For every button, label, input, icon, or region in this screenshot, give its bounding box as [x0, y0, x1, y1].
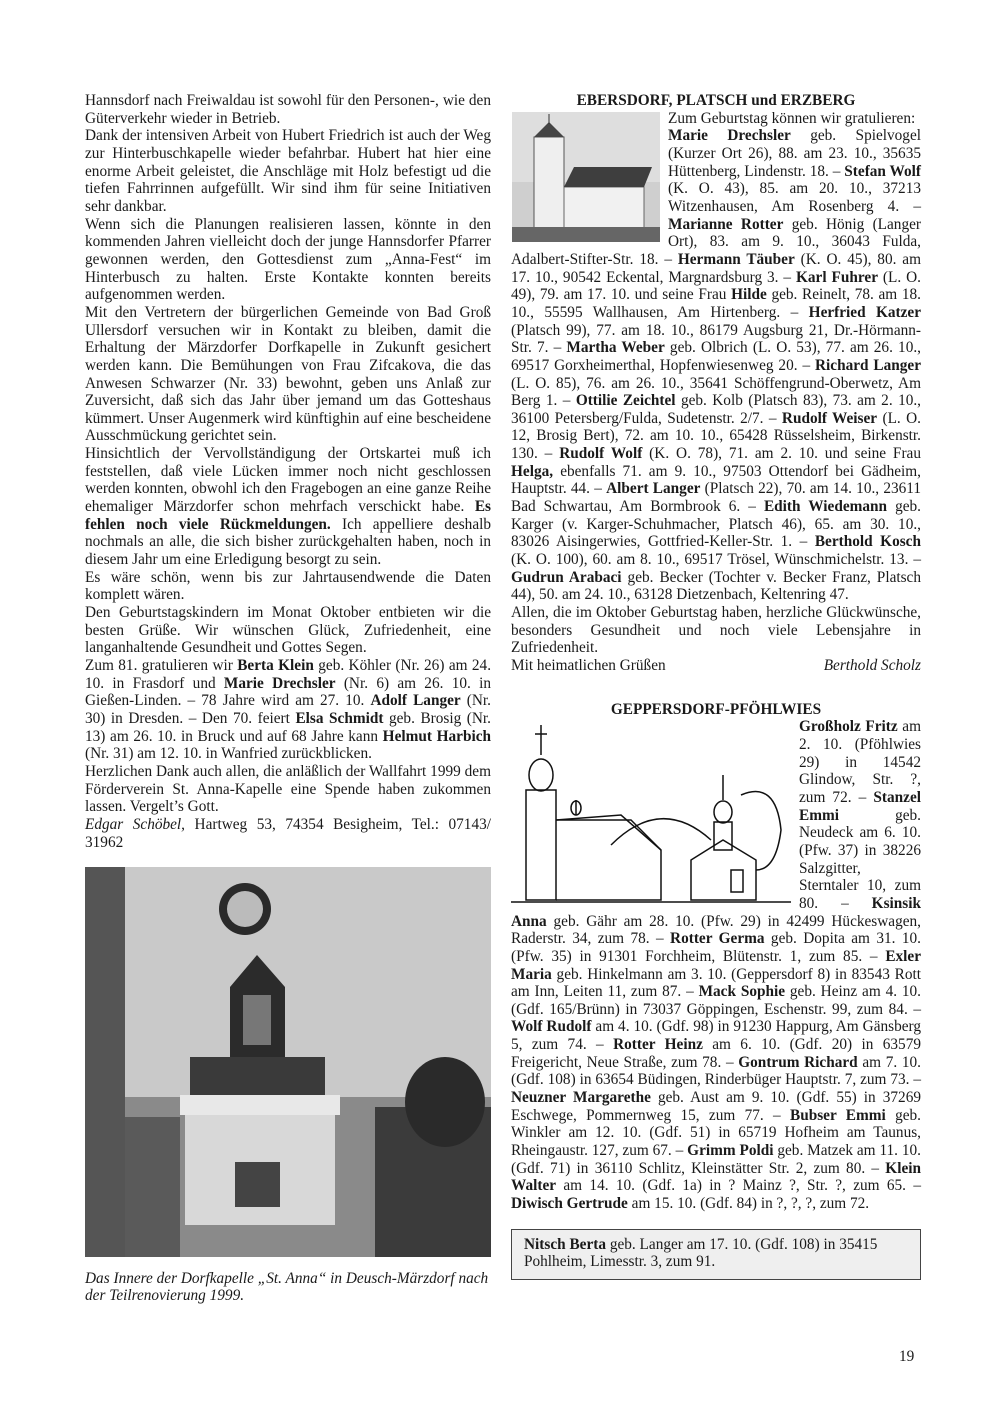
bold-text: Ksinsik Anna	[511, 894, 921, 930]
bold-text: Exler Maria	[511, 947, 921, 983]
bold-text: Albert Langer	[606, 480, 701, 498]
text-run: geb. Gähr am 28. 10. (Pfw. 29) in 42499 Hückeswagen, Raderstr. 34, zum 78. –	[511, 912, 921, 948]
paragraph	[85, 816, 491, 851]
text-run: (Nr. 6) am 26. 10. in Gießen-Linden. – 78 Jahre wird am 27. 10.	[85, 674, 492, 710]
bold-text: Klein Walter	[511, 1159, 921, 1195]
paragraph	[85, 216, 491, 304]
text-run: Dank der intensiven Arbeit von Hubert Friedrich ist auch der Weg zur Hinterbuschkapelle wieder befahrbar. Hubert hat hier eine enorme Arbeit geleistet, die Anschläge mit Holz befestigt ud die tiefen Fahrrinnen aufgefüllt. Wir sind ihm für seine Initiativen sehr dankbar.	[85, 127, 491, 215]
text-run: ebenfalls 71. am 9. 10., 97503 Ottendorf bei Gädheim, Hauptstr. 44. –	[511, 462, 921, 498]
bold-text: Martha Weber	[566, 339, 665, 357]
bold-text: Richard Langer	[814, 356, 922, 374]
left-column	[85, 92, 491, 1305]
greeting: Mit heimatlichen Grüßen	[511, 657, 666, 674]
text-run: Den Geburtstagskindern im Monat Oktober entbieten wir die besten Grüße. Wir wünschen Glück, Zufriedenheit, eine langanhaltende Gesundheit und Gottes Segen.	[85, 604, 491, 657]
bold-text: Marie Drechsler	[668, 127, 791, 145]
bold-text: Gontrum Richard	[738, 1053, 858, 1071]
bold-text: Rudolf Wolf	[559, 445, 643, 463]
text-run: (L. O. 12, Brosig Bert), 72. am 10. 10., 65428 Rüsselsheim, Birkenstr. 130. –	[511, 409, 921, 463]
text-run: Ich appelliere deshalb nochmals an alle, die sich bisher zurückgehalten haben, noch in diesem Jahr um eine Erledigung besorgt zu sein.	[85, 515, 492, 569]
text-run: geb. Becker (Tochter v. Becker Franz, Platsch 44), 50. am 24. 10., 63128 Dietzenbach, Keltenring 47.	[511, 568, 921, 604]
bold-text: Neuzner Margarethe	[511, 1089, 651, 1107]
bold-text: Berta Klein	[237, 657, 314, 674]
highlight-box	[511, 1229, 921, 1280]
bold-text: Edith Wiedemann	[763, 498, 888, 516]
bold-text: Adolf Langer	[370, 692, 461, 710]
bold-text: Gudrun Arabaci	[511, 568, 622, 586]
text-run: geb. Langer am 17. 10. (Gdf. 108) in 35415 Pohlheim, Limesstr. 3, zum 91.	[524, 1235, 878, 1271]
section-heading: GEPPERSDORF-PFÖHLWIES	[610, 700, 822, 718]
bold-text: Marie Drechsler	[223, 674, 336, 692]
paragraph	[85, 604, 491, 657]
text-run: geb. Neudeck am 6. 10. (Pfw. 37) in 38226 Salzgitter, Sterntaler 10, zum 80. –	[799, 806, 921, 912]
text-run: (Platsch 22), 70. am 14. 10., 23611 Bad Schwartau, Am Bormbrook 6. –	[511, 480, 922, 516]
bold-text: Rudolf Weiser	[781, 409, 878, 427]
section-geppersdorf	[511, 701, 921, 1280]
text-run: Allen, die im Oktober Geburtstag haben, herzliche Glückwünsche, besonders Gesundheit und noch viele Lebensjahre in Zufriedenheit.	[511, 604, 921, 657]
text-run: (Nr. 31) am 12. 10. in Wanfried zurückblicken.	[85, 745, 372, 763]
bold-text: Es fehlen noch viele Rückmeldungen.	[85, 498, 491, 533]
photo-caption: Das Innere der Dorfkapelle „St. Anna“ in Deusch-Märzdorf nach der Teilrenovierung 1999.	[85, 1269, 489, 1305]
bold-text: Nitsch Berta	[524, 1235, 606, 1253]
bold-text: Diwisch Gertrude	[511, 1195, 628, 1213]
bold-text: Marianne Rotter	[668, 215, 784, 233]
bold-text: Karl Fuhrer	[796, 268, 878, 286]
text-run: geb. Dopita am 31. 10. (Pfw. 35) in 91301 Forchheim, Blütenstr. 1, zum 85. –	[511, 930, 921, 965]
page-number: 19	[899, 1348, 915, 1365]
bold-text: Herfried Katzer	[808, 303, 921, 321]
text-run: (L. O. 49), 79. am 17. 10. und seine Frau	[511, 268, 921, 304]
text-run: geb. Heinz am 4. 10. (Gdf. 165/Brünn) in 73037 Göppingen, Eschenstr. 99, zum 84. –	[511, 983, 922, 1018]
chapel-interior-photo	[85, 867, 491, 1257]
bold-text: Ottilie Zeichtel	[575, 392, 676, 410]
text-run: (Platsch 99), 77. am 18. 10., 86179 Augsburg 21, Dr.-Hörmann-Str. 7. –	[511, 321, 921, 357]
bold-text: Helmut Harbich	[382, 727, 492, 745]
text-run: Hannsdorf nach Freiwaldau ist sowohl für den Personen-, wie den Güterverkehr wieder in Betrieb.	[85, 92, 491, 127]
section-ebersdorf	[511, 92, 921, 675]
paragraph	[85, 127, 491, 215]
paragraph	[511, 604, 921, 657]
paragraph	[85, 92, 491, 127]
text-run: Es wäre schön, wenn bis zur Jahrtausendwende die Daten komplett wären.	[85, 568, 491, 604]
bold-text: Stanzel Emmi	[799, 788, 921, 824]
text-run: (Nr. 30) in Dresden. – Den 70. feiert	[85, 692, 492, 727]
text-run: am 2. 10. (Pföhlwies 29) in 14542 Glindow, Str. ?, zum 72. –	[799, 718, 921, 806]
signoff	[511, 657, 921, 675]
text-run: (K. O. 78), 71. am 2. 10. und seine Frau	[642, 445, 921, 463]
right-column	[511, 92, 921, 1280]
text-run: geb. Hönig (Langer Ort), 83. am 9. 10., 36043 Fulda, Adalbert-Stifter-Str. 18. –	[511, 215, 921, 268]
text-run: geb. Aust am 9. 10. (Gdf. 55) in 37269 Eschwege, Pommernweg 15, zum 77. –	[511, 1089, 922, 1124]
paragraph	[85, 657, 491, 763]
text-run: Wenn sich die Planungen realisieren lassen, könnte in den kommenden Jahren vielleicht doch der junge Hannsdorfer Pfarrer gewonnen werden, den Gottesdienst zum „Anna-Fest“ im Hinterbusch zu halten. Erste Kontakte konnten bereits aufgenommen werden.	[85, 215, 491, 304]
text-run: (K. O. 45), 80. am 17. 10., 90542 Eckental, Margnardsburg 3. –	[511, 250, 921, 286]
text-run: Zum 81. gratulieren wir	[85, 657, 238, 674]
text-run: Zum Geburtstag können wir gratulieren:	[668, 109, 916, 127]
text-run: am 6. 10. (Gdf. 20) in 63579 Freigericht, Neue Straße, zum 78. –	[511, 1036, 921, 1071]
text-run: (L. O. 85), 76. am 26. 10., 35641 Schöffengrund-Oberwetz, Am Berg 1. –	[511, 374, 921, 410]
bold-text: Hilde	[731, 286, 767, 304]
paragraph	[85, 763, 491, 816]
text-run: Mit den Vertretern der bürgerlichen Gemeinde von Bad Groß Ullersdorf versuchen wir in Kontakt zu bleiben, damit die Erhaltung der Märzdorfer Dorfkapelle in Zukunft gesichert werden kann. Die Bemühungen von Frau Zifcakova, die das Anwesen Schwarzer (Nr. 33) bewohnt, geben uns Anlaß zur Zuversicht, daß sich das Jahr über jemand um das Gotteshaus kümmert. Unser Augenmerk wird künftighin auf eine bescheidene Ausschmückung gerichtet sein.	[85, 303, 491, 445]
text-run: am 4. 10. (Gdf. 98) in 91230 Happurg, Am Gänsberg 5, zum 74. –	[511, 1018, 921, 1054]
text-run: am 14. 10. (Gdf. 1a) in ? Mainz ?, Str. ?, zum 65. –	[556, 1177, 921, 1195]
text-run: geb. Olbrich (L. O. 53), 77. am 26. 10., 69517 Gorxheimerthal, Hopfenwiesenweg 20. –	[511, 339, 921, 374]
text-run: Hartweg 53, 74354 Besigheim, Tel.: 07143/ 31962	[85, 815, 491, 851]
bold-text: Mack Sophie	[698, 983, 786, 1001]
text-run: Herzlichen Dank auch allen, die anläßlich der Wallfahrt 1999 dem Förderverein St. Anna-Kapelle eine Spende haben zukommen lassen. Vergelt’s Gott.	[85, 762, 491, 816]
text-run: am 15. 10. (Gdf. 84) in ?, ?, ?, zum 72.	[627, 1195, 870, 1213]
bold-text: Wolf Rudolf	[511, 1018, 592, 1036]
text-run: geb. Winkler am 12. 10. (Gdf. 51) in 65719 Hofheim am Taunus, Rheingaustr. 127, zum 67. –	[511, 1106, 921, 1160]
text-run: (K. O. 100), 60. am 8. 10., 69517 Trösel, Wünschmichelstr. 13. –	[511, 551, 921, 569]
signature: Berthold Scholz	[823, 657, 921, 674]
text-run: geb. Spielvogel (Kurzer Ort 26), 88. am 23. 10., 35635 Hüttenberg, Lindenstr. 18. –	[668, 127, 921, 180]
article-body	[85, 92, 491, 851]
bold-text: Berthold Kosch	[814, 533, 921, 551]
text-run: Hinsichtlich der Vervollständigung der Ortskartei muß ich feststellen, daß viele Lücken immer noch nicht geschlossen werden konnten, obwohl ich den Fragebogen an eine ganze Reihe ehemaliger Märzdorfer schon mehrfach verschickt habe.	[85, 445, 491, 516]
bold-text: Bubser Emmi	[790, 1106, 886, 1124]
bold-text: Rotter Germa	[670, 930, 765, 948]
bold-text: Elsa Schmidt	[295, 709, 384, 727]
text-run: geb. Hinkelmann am 3. 10. (Geppersdorf 8) in 83543 Rott am Inn, Leiten 11, zum 87. –	[511, 965, 921, 1001]
paragraph	[85, 569, 491, 604]
paragraph	[85, 445, 491, 569]
text-run: geb. Brosig (Nr. 13) am 26. 10. in Bruck und auf 68 Jahre kann	[85, 709, 491, 745]
section-heading: EBERSDORF, PLATSCH und ERZBERG	[576, 92, 856, 109]
text-run: am 7. 10. (Gdf. 108) in 63654 Büdingen, Rinderbüger Hauptstr. 7, zum 73. –	[511, 1053, 921, 1089]
bold-text: Großholz Fritz	[799, 718, 898, 736]
text-run: geb. Matzek am 11. 10. (Gdf. 71) in 36110 Schlitz, Kleinstätter Str. 2, zum 80. –	[511, 1142, 922, 1177]
text-run: geb. Kolb (Platsch 83), 73. am 2. 10., 36100 Petersberg/Fulda, Sudetenstr. 2/7. –	[511, 392, 922, 427]
bold-text: Helga,	[511, 462, 554, 480]
church-photo	[512, 112, 660, 242]
italic-text: Edgar Schöbel,	[85, 815, 186, 833]
paragraph	[85, 304, 491, 445]
church-drawing	[511, 720, 791, 905]
bold-text: Rotter Heinz	[613, 1036, 703, 1054]
bold-text: Hermann Täuber	[677, 250, 795, 268]
text-run: geb. Karger (v. Karger-Schuhmacher, Platsch 46), 65. am 30. 10., 83026 Aisingerwies, Gottfried-Keller-Str. 1. –	[511, 498, 921, 551]
bold-text: Stefan Wolf	[844, 162, 921, 180]
text-run: geb. Köhler (Nr. 26) am 24. 10. in Frasdorf und	[85, 657, 492, 692]
bold-text: Grimm Poldi	[687, 1142, 774, 1160]
text-run: (K. O. 43), 85. am 20. 10., 37213 Witzenhausen, Am Rosenberg 4. –	[668, 180, 921, 215]
text-run: geb. Reinelt, 78. am 18. 10., 55595 Wallhausen, Am Hirtenberg. –	[511, 286, 921, 321]
